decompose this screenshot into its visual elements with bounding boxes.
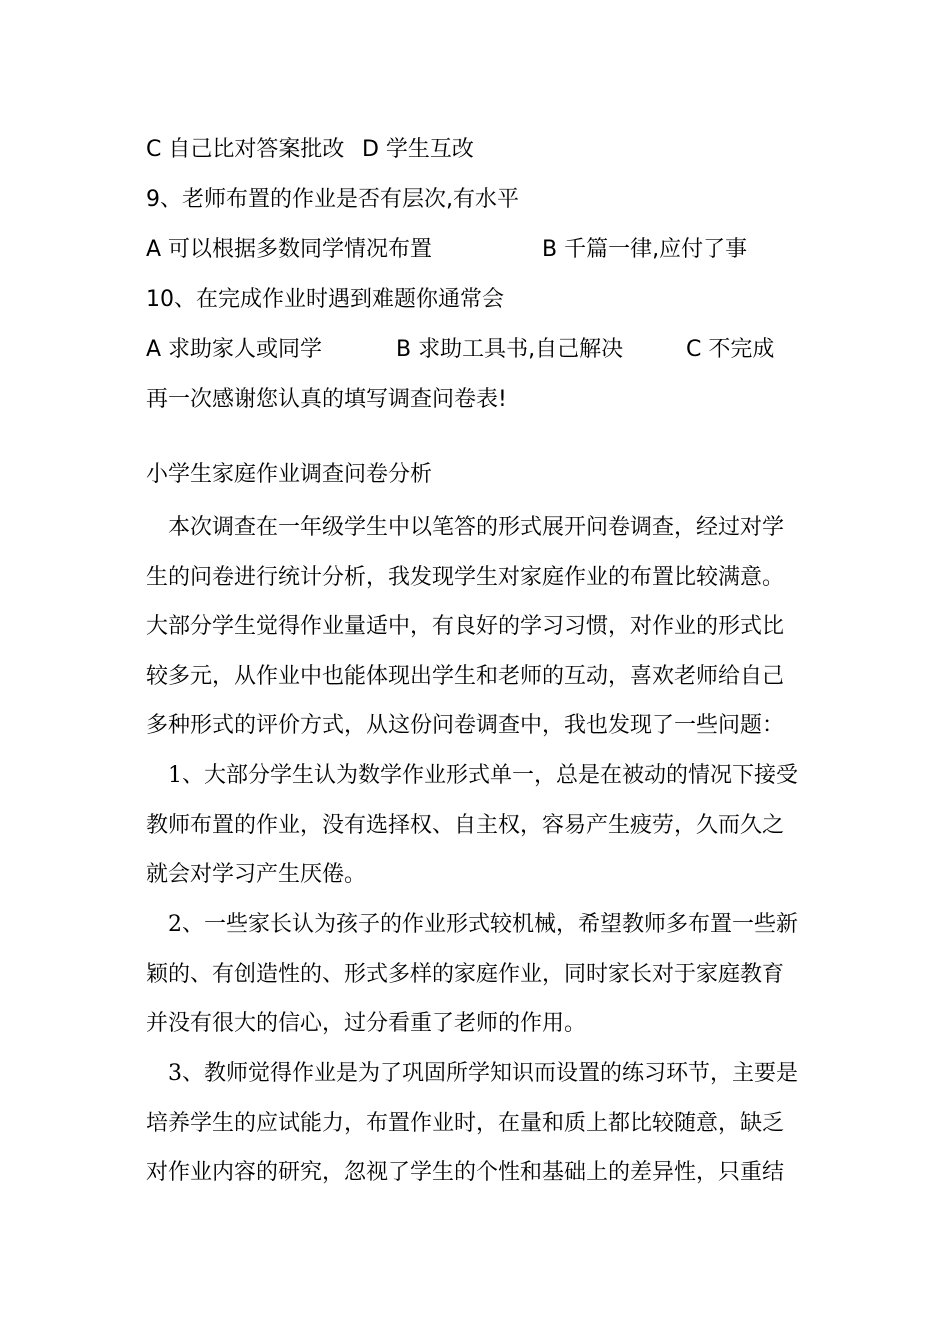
q8-option-c: C 自己比对答案批改 [146,137,345,162]
q9-question: 9、老师布置的作业是否有层次,有水平 [146,187,519,212]
q10-option-c: C 不完成 [686,337,775,362]
q10-question: 10、在完成作业时遇到难题你通常会 [146,287,504,312]
paragraph-line: 较多元，从作业中也能体现出学生和老师的互动，喜欢老师给自己 [146,663,785,689]
q8-option-d: D 学生互改 [362,137,474,162]
paragraph-line: 颖的、有创造性的、形式多样的家庭作业，同时家长对于家庭教育 [146,961,785,987]
paragraph-line: 3、教师觉得作业是为了巩固所学知识而设置的练习环节，主要是 [168,1061,798,1086]
q10-option-b: B 求助工具书,自己解决 [396,337,624,362]
paragraph-line: 对作业内容的研究，忽视了学生的个性和基础上的差异性，只重结 [146,1160,785,1185]
paragraph-line: 大部分学生觉得作业量适中，有良好的学习习惯，对作业的形式比 [146,614,785,639]
paragraph-line: 就会对学习产生厌倦。 [146,862,367,887]
paragraph-line: 本次调查在一年级学生中以笔答的形式展开问卷调查，经过对学 [168,515,785,540]
q9-option-a: A 可以根据多数同学情况布置 [146,237,433,262]
q9-option-b: B 千篇一律,应付了事 [542,237,748,262]
paragraph-line: 1、大部分学生认为数学作业形式单一，总是在被动的情况下接受 [168,763,798,788]
paragraph-line: 2、一些家长认为孩子的作业形式较机械，希望教师多布置一些新 [168,912,798,937]
paragraph-line: 教师布置的作业，没有选择权、自主权，容易产生疲劳，久而久之 [146,812,785,838]
analysis-title: 小学生家庭作业调查问卷分析 [146,462,433,487]
analysis-point-3 [146,1049,808,1198]
thanks-note: 再一次感谢您认真的填写调查问卷表! [146,387,507,412]
analysis-intro-paragraph [146,503,808,751]
paragraph-line: 培养学生的应试能力，布置作业时，在量和质上都比较随意，缺乏 [146,1110,785,1136]
paragraph-line: 生的问卷进行统计分析，我发现学生对家庭作业的布置比较满意。 [146,564,785,590]
analysis-point-1 [146,751,808,900]
q10-option-a: A 求助家人或同学 [146,337,323,362]
paragraph-line: 并没有很大的信心，过分看重了老师的作用。 [146,1011,587,1036]
analysis-point-2 [146,900,808,1049]
paragraph-line: 多种形式的评价方式，从这份问卷调查中，我也发现了一些问题： [146,713,785,738]
